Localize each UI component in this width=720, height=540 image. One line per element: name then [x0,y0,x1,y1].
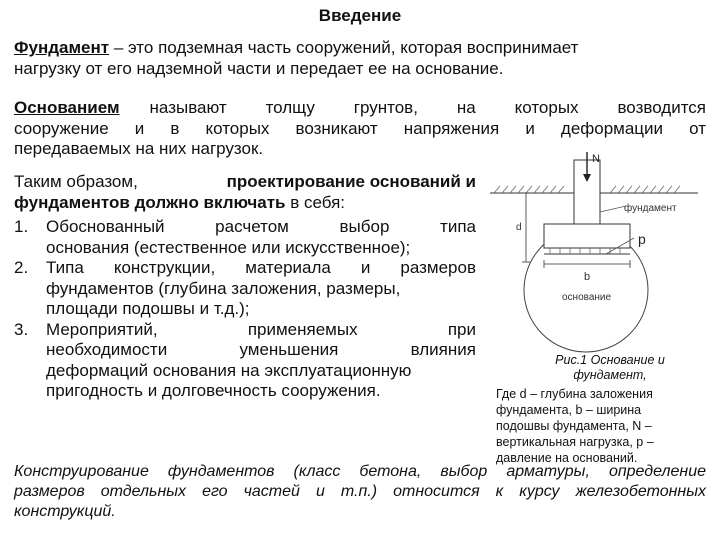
label-b: b [584,271,591,283]
word: и [360,258,371,277]
word: уменьшения [239,340,339,359]
caption-line: Рис.1 Основание и [555,353,665,367]
construction-line3: конструкций. [14,503,116,520]
list-item-text: площади подошвы и т.д.); [46,299,250,318]
construction-line1: Конструирование фундаментов (класс бетона, выбор арматуры, определение [14,463,706,480]
word: влияния [410,340,476,359]
foundation-definition-line2: нагрузку от его надземной части и передает ее на основание. [14,58,504,78]
word: размеров [400,258,476,277]
label-d: d [516,222,522,233]
list-number: 2. [14,258,29,277]
word: необходимости [46,340,168,359]
design-intro: Таким образом, [14,172,138,191]
label-fundament: фундамент [624,203,677,214]
word: материала [245,258,331,277]
note-line: вертикальная нагрузка, p – [496,435,654,449]
list-item [14,217,476,258]
word: типа [440,217,476,236]
design-rest: в себя: [285,192,346,212]
base-definition-line2: сооружение и в которых возникают напряжения и деформации от [14,118,706,138]
pressure-arrows [550,248,620,254]
list-item-text: пригодность и долговечность сооружения. [46,381,381,400]
base-definition-line3: передаваемых на них нагрузок. [14,139,264,158]
note-line: подошвы фундамента, N – [496,419,652,433]
construction-line2: размеров отдельных его частей и т.п.) относится к курсу железобетонных [14,483,706,500]
term-base: Основанием [14,98,120,117]
word: выбор [339,217,390,236]
word: применяемых [247,319,358,339]
caption-line: фундамент, [573,368,647,382]
word: Обоснованный [46,217,165,236]
label-p: p [638,231,646,247]
list-item-text: фундаментов (глубина заложения, размеры, [46,278,401,298]
figure-caption [500,353,720,383]
foundation-figure [486,150,712,356]
list-item-text [14,340,476,361]
word: конструкции, [113,258,216,277]
design-line1 [14,172,476,193]
label-osnovanie: основание [562,292,612,303]
paragraph-foundation [14,38,706,79]
word: расчетом [215,217,289,236]
label-n: N [592,153,600,165]
list-item-text: основания (естественное или искусственное); [46,237,411,257]
paragraph-design [14,172,476,213]
design-bold-2: фундаментов должно включать [14,192,286,212]
note-line: давление на оснований. [496,451,638,465]
word: при [447,319,476,339]
list-number: 3. [14,319,29,339]
list-item-text: деформаций основания на эксплуатационную [46,360,412,380]
list-item [14,258,476,320]
word: Типа [46,258,84,277]
list-number: 1. [14,217,29,236]
base-line1 [14,98,706,119]
paragraph-construction [14,462,706,522]
figure-note [496,386,702,466]
foundation-footing [544,224,630,248]
design-bold-1: проектирование оснований и [226,172,476,191]
note-line: Где d – глубина заложения [496,387,653,401]
note-line: фундамента, b – ширина [496,403,642,417]
page-title: Введение [318,6,402,25]
foundation-definition: – это подземная часть сооружений, которая воспринимает [109,38,579,57]
term-foundation: Фундамент [14,38,110,57]
word: Мероприятий, [46,319,158,339]
list-item [14,320,476,402]
requirements-list [14,217,476,402]
base-definition: называют толщу грунтов, на которых возводится [149,98,706,117]
